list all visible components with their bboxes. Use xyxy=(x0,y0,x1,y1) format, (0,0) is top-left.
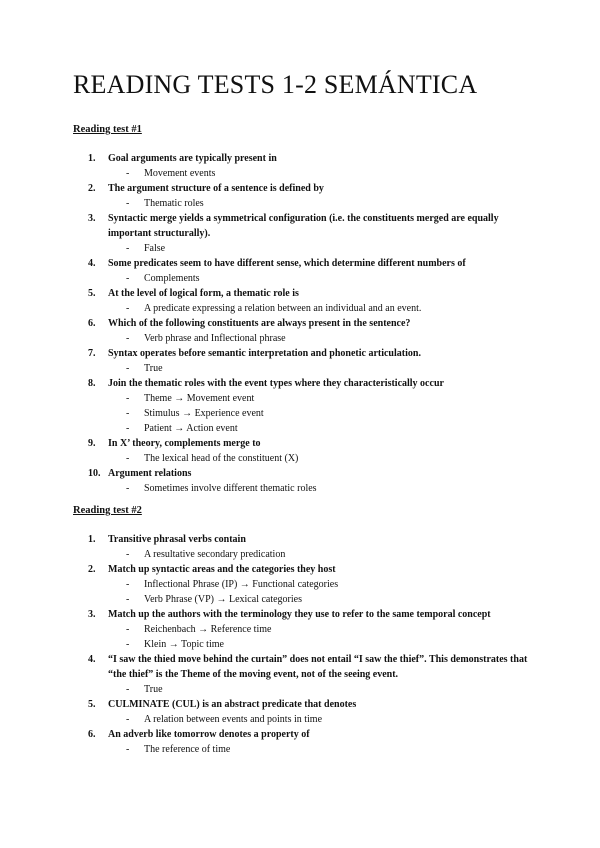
answer-list xyxy=(73,547,533,562)
dash-bullet: - xyxy=(126,168,130,179)
dash-bullet: - xyxy=(126,684,130,695)
answer-text: Verb phrase and Inflectional phrase xyxy=(144,333,286,344)
answer-text: False xyxy=(144,243,166,254)
answer-item xyxy=(73,682,533,697)
dash-bullet: - xyxy=(126,423,130,434)
answer-text: A relation between events and points in time xyxy=(144,714,323,725)
question-label: Which of the following constituents are always present in the sentence? xyxy=(108,318,411,329)
question-label: Syntactic merge yields a symmetrical configuration (i.e. the constituents merged are equally important structurally). xyxy=(108,213,499,239)
question-number: 1. xyxy=(88,534,96,545)
question-text xyxy=(73,562,533,577)
question-number: 9. xyxy=(88,438,96,449)
answer-text: Sometimes involve different thematic roles xyxy=(144,483,317,494)
answer-text: Patient → Action event xyxy=(144,423,238,434)
answer-list xyxy=(73,577,533,607)
question-number: 7. xyxy=(88,348,96,359)
answer-text: Complements xyxy=(144,273,200,284)
question-item xyxy=(73,727,533,757)
question-label: “I saw the thied move behind the curtain” does not entail “I saw the thief”. This demonstrates that “the thief” is the Theme of the moving event, not of the seeing event. xyxy=(108,654,528,680)
answer-list xyxy=(73,682,533,697)
question-item xyxy=(73,316,533,346)
dash-bullet: - xyxy=(126,333,130,344)
question-number: 5. xyxy=(88,699,96,710)
answer-item xyxy=(73,391,533,406)
section-title: Reading test #1 xyxy=(73,124,142,135)
answer-text: Thematic roles xyxy=(144,198,204,209)
question-label: In X’ theory, complements merge to xyxy=(108,438,261,449)
question-number: 10. xyxy=(88,468,101,479)
answer-text: True xyxy=(144,363,163,374)
question-text xyxy=(73,436,533,451)
answer-text: Inflectional Phrase (IP) → Functional categories xyxy=(144,579,339,590)
answer-item xyxy=(73,421,533,436)
answer-item xyxy=(73,592,533,607)
question-list xyxy=(73,151,533,496)
question-text xyxy=(73,151,533,166)
answer-item xyxy=(73,166,533,181)
question-text xyxy=(73,316,533,331)
question-item xyxy=(73,607,533,652)
question-text xyxy=(73,607,533,622)
section-title: Reading test #2 xyxy=(73,505,142,516)
question-item xyxy=(73,436,533,466)
answer-item xyxy=(73,361,533,376)
answer-list xyxy=(73,271,533,286)
question-text xyxy=(73,256,533,271)
question-item xyxy=(73,376,533,436)
answer-item xyxy=(73,742,533,757)
answer-text: The lexical head of the constituent (X) xyxy=(144,453,299,464)
answer-text: Theme → Movement event xyxy=(144,393,255,404)
question-number: 6. xyxy=(88,729,96,740)
question-item xyxy=(73,151,533,181)
answer-item xyxy=(73,637,533,652)
question-label: The argument structure of a sentence is defined by xyxy=(108,183,324,194)
question-number: 2. xyxy=(88,183,96,194)
dash-bullet: - xyxy=(126,408,130,419)
answer-item xyxy=(73,196,533,211)
question-label: Transitive phrasal verbs contain xyxy=(108,534,246,545)
answer-list xyxy=(73,301,533,316)
dash-bullet: - xyxy=(126,243,130,254)
reading-test-1-section xyxy=(73,124,533,496)
dash-bullet: - xyxy=(126,744,130,755)
question-item xyxy=(73,181,533,211)
dash-bullet: - xyxy=(126,273,130,284)
dash-bullet: - xyxy=(126,393,130,404)
question-item xyxy=(73,652,533,697)
reading-test-2-section xyxy=(73,505,533,757)
question-number: 3. xyxy=(88,213,96,224)
dash-bullet: - xyxy=(126,594,130,605)
question-label: Goal arguments are typically present in xyxy=(108,153,277,164)
question-label: Argument relations xyxy=(108,468,192,479)
answer-list xyxy=(73,241,533,256)
question-item xyxy=(73,256,533,286)
answer-list xyxy=(73,451,533,466)
answer-text: A predicate expressing a relation between an individual and an event. xyxy=(144,303,422,314)
dash-bullet: - xyxy=(126,453,130,464)
question-label: Match up the authors with the terminology they use to refer to the same temporal concept xyxy=(108,609,491,620)
question-text xyxy=(73,727,533,742)
answer-text: True xyxy=(144,684,163,695)
question-item xyxy=(73,346,533,376)
question-text xyxy=(73,211,533,241)
question-item xyxy=(73,697,533,727)
answer-item xyxy=(73,301,533,316)
question-text xyxy=(73,181,533,196)
answer-text: The reference of time xyxy=(144,744,231,755)
answer-item xyxy=(73,577,533,592)
document-title: READING TESTS 1-2 SEMÁNTICA xyxy=(73,70,478,99)
question-number: 1. xyxy=(88,153,96,164)
question-number: 4. xyxy=(88,258,96,269)
question-number: 6. xyxy=(88,318,96,329)
question-text xyxy=(73,652,533,682)
answer-list xyxy=(73,331,533,346)
answer-item xyxy=(73,481,533,496)
question-text xyxy=(73,346,533,361)
question-text xyxy=(73,286,533,301)
question-label: Some predicates seem to have different sense, which determine different numbers of xyxy=(108,258,466,269)
answer-text: Movement events xyxy=(144,168,216,179)
dash-bullet: - xyxy=(126,198,130,209)
question-item xyxy=(73,211,533,256)
answer-text: Reichenbach → Reference time xyxy=(144,624,272,635)
dash-bullet: - xyxy=(126,483,130,494)
dash-bullet: - xyxy=(126,303,130,314)
answer-list xyxy=(73,361,533,376)
dash-bullet: - xyxy=(126,363,130,374)
answer-list xyxy=(73,712,533,727)
question-label: Join the thematic roles with the event types where they characteristically occur xyxy=(108,378,444,389)
answer-item xyxy=(73,331,533,346)
question-item xyxy=(73,466,533,496)
answer-text: Verb Phrase (VP) → Lexical categories xyxy=(144,594,302,605)
answer-text: Klein → Topic time xyxy=(144,639,224,650)
question-label: At the level of logical form, a thematic role is xyxy=(108,288,299,299)
dash-bullet: - xyxy=(126,579,130,590)
answer-text: Stimulus → Experience event xyxy=(144,408,264,419)
answer-list xyxy=(73,742,533,757)
question-number: 4. xyxy=(88,654,96,665)
answer-item xyxy=(73,271,533,286)
question-text xyxy=(73,697,533,712)
answer-list xyxy=(73,196,533,211)
question-text xyxy=(73,466,533,481)
answer-item xyxy=(73,241,533,256)
dash-bullet: - xyxy=(126,549,130,560)
question-text xyxy=(73,376,533,391)
answer-list xyxy=(73,166,533,181)
answer-list xyxy=(73,481,533,496)
dash-bullet: - xyxy=(126,714,130,725)
question-item xyxy=(73,286,533,316)
answer-list xyxy=(73,622,533,652)
answer-item xyxy=(73,547,533,562)
question-label: An adverb like tomorrow denotes a property of xyxy=(108,729,310,740)
dash-bullet: - xyxy=(126,639,130,650)
answer-item xyxy=(73,406,533,421)
question-number: 3. xyxy=(88,609,96,620)
question-number: 8. xyxy=(88,378,96,389)
question-label: Match up syntactic areas and the categories they host xyxy=(108,564,336,575)
question-number: 2. xyxy=(88,564,96,575)
dash-bullet: - xyxy=(126,624,130,635)
question-list xyxy=(73,532,533,757)
answer-list xyxy=(73,391,533,436)
question-item xyxy=(73,562,533,607)
question-label: CULMINATE (CUL) is an abstract predicate that denotes xyxy=(108,699,357,710)
answer-item xyxy=(73,451,533,466)
question-label: Syntax operates before semantic interpretation and phonetic articulation. xyxy=(108,348,421,359)
answer-text: A resultative secondary predication xyxy=(144,549,286,560)
answer-item xyxy=(73,622,533,637)
answer-item xyxy=(73,712,533,727)
question-item xyxy=(73,532,533,562)
question-number: 5. xyxy=(88,288,96,299)
question-text xyxy=(73,532,533,547)
